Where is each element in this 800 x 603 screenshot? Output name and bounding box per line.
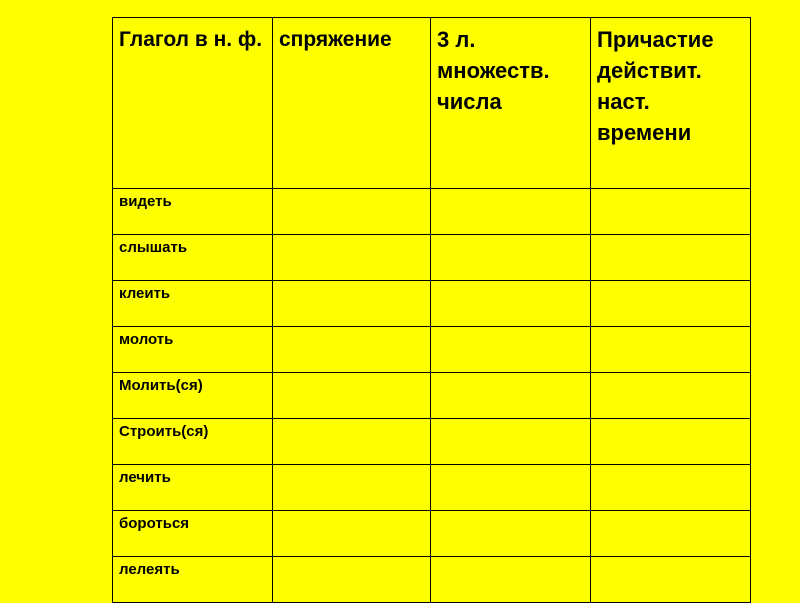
conjugation-cell[interactable] [273,557,431,603]
verb-cell: Строить(ся) [113,419,273,465]
verb-cell: видеть [113,189,273,235]
table-row [113,419,751,465]
participle-cell[interactable] [591,327,751,373]
third-person-plural-cell[interactable] [431,373,591,419]
table-row [113,557,751,603]
participle-cell[interactable] [591,235,751,281]
table-header-row [113,18,751,189]
table-row [113,327,751,373]
conjugation-cell[interactable] [273,327,431,373]
table-row [113,189,751,235]
participle-cell[interactable] [591,419,751,465]
conjugation-cell[interactable] [273,235,431,281]
table-row [113,281,751,327]
third-person-plural-cell[interactable] [431,327,591,373]
participle-cell[interactable] [591,557,751,603]
third-person-plural-cell[interactable] [431,465,591,511]
conjugation-cell[interactable] [273,189,431,235]
verb-cell: молоть [113,327,273,373]
verb-cell: Молить(ся) [113,373,273,419]
verb-cell: лечить [113,465,273,511]
participle-cell[interactable] [591,281,751,327]
third-person-plural-cell[interactable] [431,281,591,327]
header-cell-infinitive: Глагол в н. ф. [113,18,273,189]
third-person-plural-cell[interactable] [431,511,591,557]
participle-cell[interactable] [591,373,751,419]
third-person-plural-cell[interactable] [431,557,591,603]
participle-cell[interactable] [591,511,751,557]
conjugation-cell[interactable] [273,465,431,511]
verb-cell: клеить [113,281,273,327]
verb-cell: бороться [113,511,273,557]
table-row [113,465,751,511]
third-person-plural-cell[interactable] [431,419,591,465]
third-person-plural-cell[interactable] [431,189,591,235]
conjugation-cell[interactable] [273,419,431,465]
table-row [113,235,751,281]
verb-cell: лелеять [113,557,273,603]
third-person-plural-cell[interactable] [431,235,591,281]
participle-cell[interactable] [591,465,751,511]
conjugation-cell[interactable] [273,373,431,419]
header-cell-conjugation: спряжение [273,18,431,189]
conjugation-cell[interactable] [273,511,431,557]
header-cell-present-active-participle: Причастие действит. наст. времени [591,18,751,189]
verb-table [112,17,751,603]
header-cell-third-person-plural: 3 л. множеств. числа [431,18,591,189]
table-row [113,373,751,419]
table-row [113,511,751,557]
verb-cell: слышать [113,235,273,281]
participle-cell[interactable] [591,189,751,235]
conjugation-cell[interactable] [273,281,431,327]
